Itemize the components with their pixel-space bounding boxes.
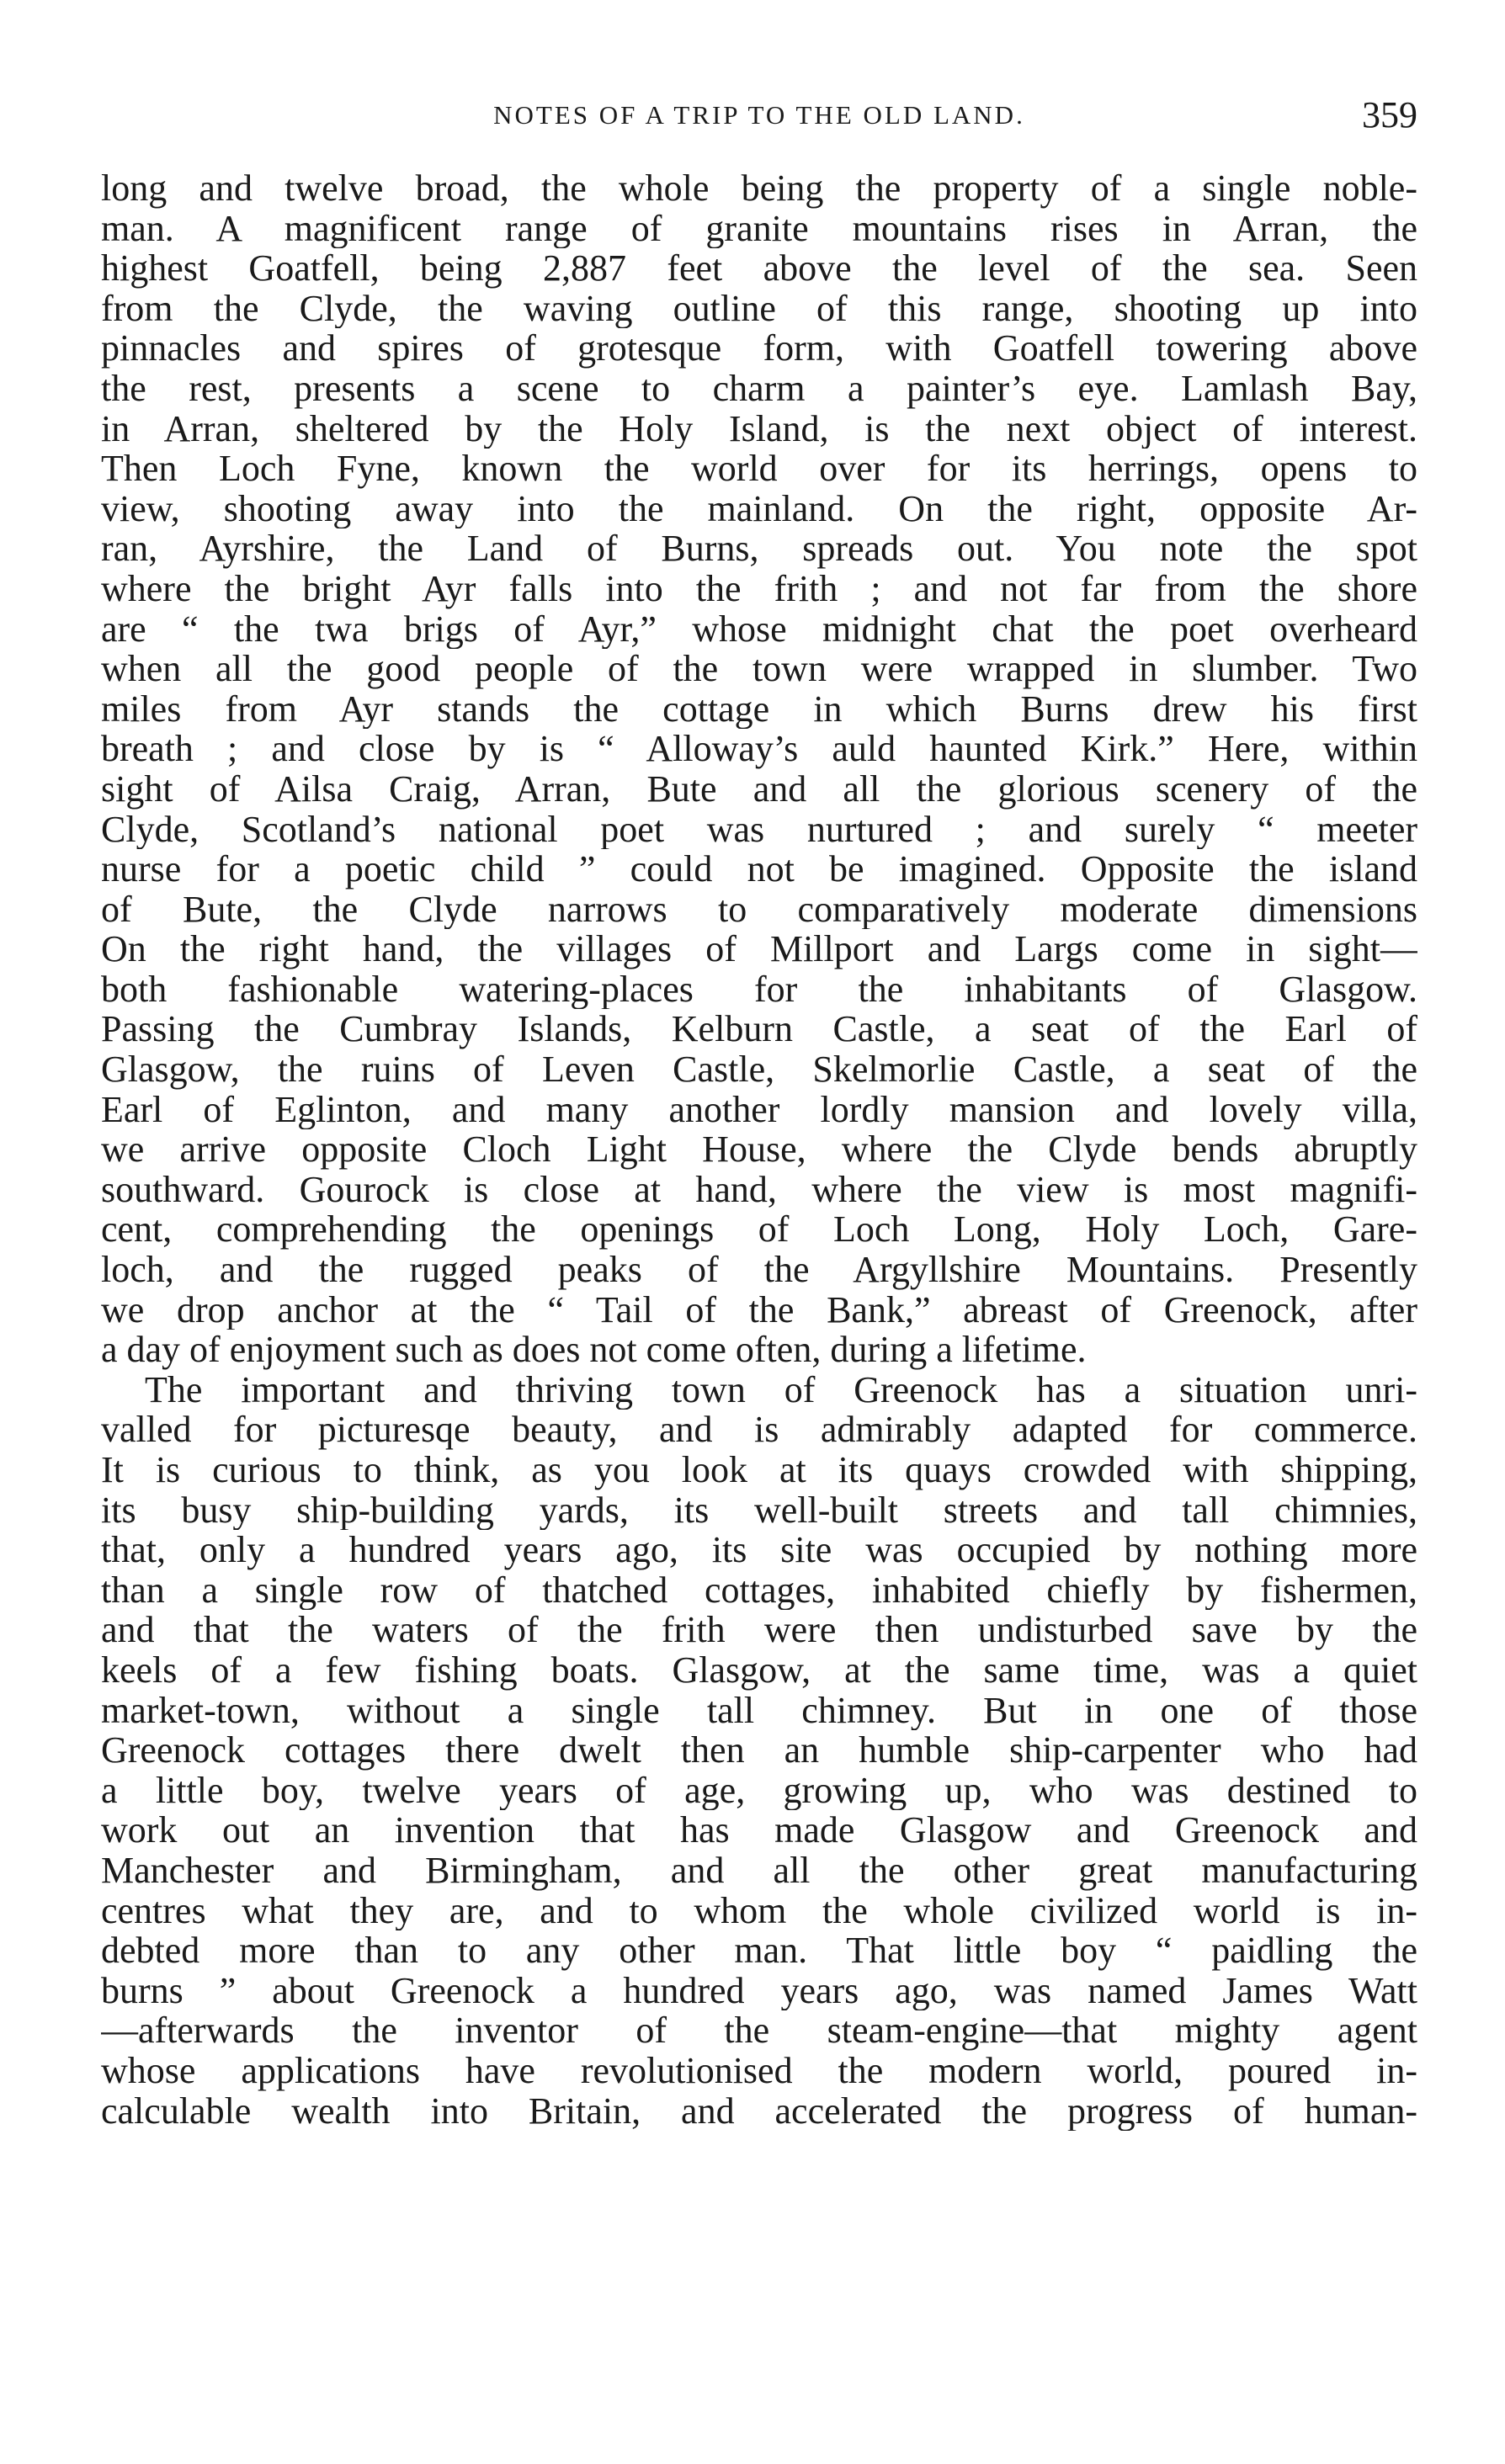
text-line: from the Clyde, the waving outline of this range, shooting up into [101, 288, 1417, 329]
text-line: a day of enjoyment such as does not come often, during a lifetime. [101, 1330, 1087, 1370]
text-line: are “ the twa brigs of Ayr,” whose midnight chat the poet overheard [101, 608, 1417, 650]
text-line: Manchester and Birmingham, and all the other great manufacturing [101, 1850, 1417, 1891]
text-line: It is curious to think, as you look at its quays crowded with shipping, [101, 1450, 1417, 1490]
text-line: miles from Ayr stands the cottage in which Burns drew his first [101, 688, 1417, 730]
text-line: calculable wealth into Britain, and accelerated the progress of human- [101, 2090, 1417, 2132]
text-line: whose applications have revolutionised the modern world, poured in- [101, 2050, 1417, 2091]
text-line: a little boy, twelve years of age, growing up, who was destined to [101, 1770, 1417, 1811]
text-line: view, shooting away into the mainland. On the right, opposite Ar- [101, 488, 1417, 529]
text-line: sight of Ailsa Craig, Arran, Bute and all the glorious scenery of the [101, 768, 1417, 810]
paragraph-2 [101, 1370, 1417, 2131]
text-line: On the right hand, the villages of Millport and Largs come in sight— [101, 929, 1417, 969]
text-line: ran, Ayrshire, the Land of Burns, spreads out. You note the spot [101, 528, 1417, 569]
paragraph-1 [101, 168, 1417, 1370]
text-line: where the bright Ayr falls into the frith ; and not far from the shore [101, 568, 1417, 609]
running-title: NOTES OF A TRIP TO THE OLD LAND. [493, 100, 1025, 130]
text-line: Passing the Cumbray Islands, Kelburn Castle, a seat of the Earl of [101, 1009, 1417, 1050]
text-line: work out an invention that has made Glasgow and Greenock and [101, 1810, 1417, 1851]
text-line: we arrive opposite Cloch Light House, where the Clyde bends abruptly [101, 1129, 1417, 1170]
text-line: Clyde, Scotland’s national poet was nurtured ; and surely “ meeter [101, 809, 1417, 850]
text-line: than a single row of thatched cottages, inhabited chiefly by fishermen, [101, 1569, 1417, 1611]
text-line: debted more than to any other man. That little boy “ paidling the [101, 1930, 1417, 1971]
text-line: The important and thriving town of Greenock has a situation unri- [145, 1369, 1417, 1410]
text-line: the rest, presents a scene to charm a painter’s eye. Lamlash Bay, [101, 368, 1417, 409]
text-line: Greenock cottages there dwelt then an humble ship-carpenter who had [101, 1730, 1417, 1771]
text-line: we drop anchor at the “ Tail of the Bank,” abreast of Greenock, after [101, 1289, 1417, 1330]
text-line: both fashionable watering-places for the inhabitants of Glasgow. [101, 969, 1417, 1010]
body-text [101, 168, 1417, 2131]
text-line: valled for picturesqe beauty, and is admirably adapted for commerce. [101, 1410, 1417, 1450]
text-line: keels of a few fishing boats. Glasgow, at the same time, was a quiet [101, 1649, 1417, 1691]
text-line: pinnacles and spires of grotesque form, with Goatfell towering above [101, 328, 1417, 369]
page-number: 359 [1362, 94, 1417, 135]
text-line: centres what they are, and to whom the whole civilized world is in- [101, 1890, 1417, 1931]
text-line: in Arran, sheltered by the Holy Island, is the next object of interest. [101, 408, 1417, 449]
text-line: burns ” about Greenock a hundred years ago, was named James Watt [101, 1970, 1417, 2011]
text-line: when all the good people of the town were wrapped in slumber. Two [101, 649, 1417, 689]
text-line: long and twelve broad, the whole being the property of a single noble- [101, 168, 1417, 209]
text-line: —afterwards the inventor of the steam-engine—that mighty agent [101, 2010, 1417, 2051]
text-line: breath ; and close by is “ Alloway’s auld haunted Kirk.” Here, within [101, 729, 1417, 769]
running-head [101, 94, 1417, 136]
text-line: highest Goatfell, being 2,887 feet above the level of the sea. Seen [101, 248, 1417, 289]
text-line: that, only a hundred years ago, its site was occupied by nothing more [101, 1530, 1417, 1570]
text-line: cent, comprehending the openings of Loch Long, Holy Loch, Gare- [101, 1209, 1417, 1251]
text-line: of Bute, the Clyde narrows to comparatively moderate dimensions [101, 889, 1417, 930]
text-line: Earl of Eglinton, and many another lordly mansion and lovely villa, [101, 1089, 1417, 1130]
text-line: market-town, without a single tall chimney. But in one of those [101, 1690, 1417, 1731]
text-line: man. A magnificent range of granite mountains rises in Arran, the [101, 208, 1417, 249]
text-line: its busy ship-building yards, its well-built streets and tall chimnies, [101, 1490, 1417, 1531]
text-line: Then Loch Fyne, known the world over for its herrings, opens to [101, 449, 1417, 489]
text-line: Glasgow, the ruins of Leven Castle, Skelmorlie Castle, a seat of the [101, 1049, 1417, 1090]
text-line: and that the waters of the frith were then undisturbed save by the [101, 1610, 1417, 1650]
text-line: southward. Gourock is close at hand, where the view is most magnifi- [101, 1169, 1417, 1210]
text-line: loch, and the rugged peaks of the Argyllshire Mountains. Presently [101, 1250, 1417, 1290]
text-line: nurse for a poetic child ” could not be imagined. Opposite the island [101, 849, 1417, 889]
